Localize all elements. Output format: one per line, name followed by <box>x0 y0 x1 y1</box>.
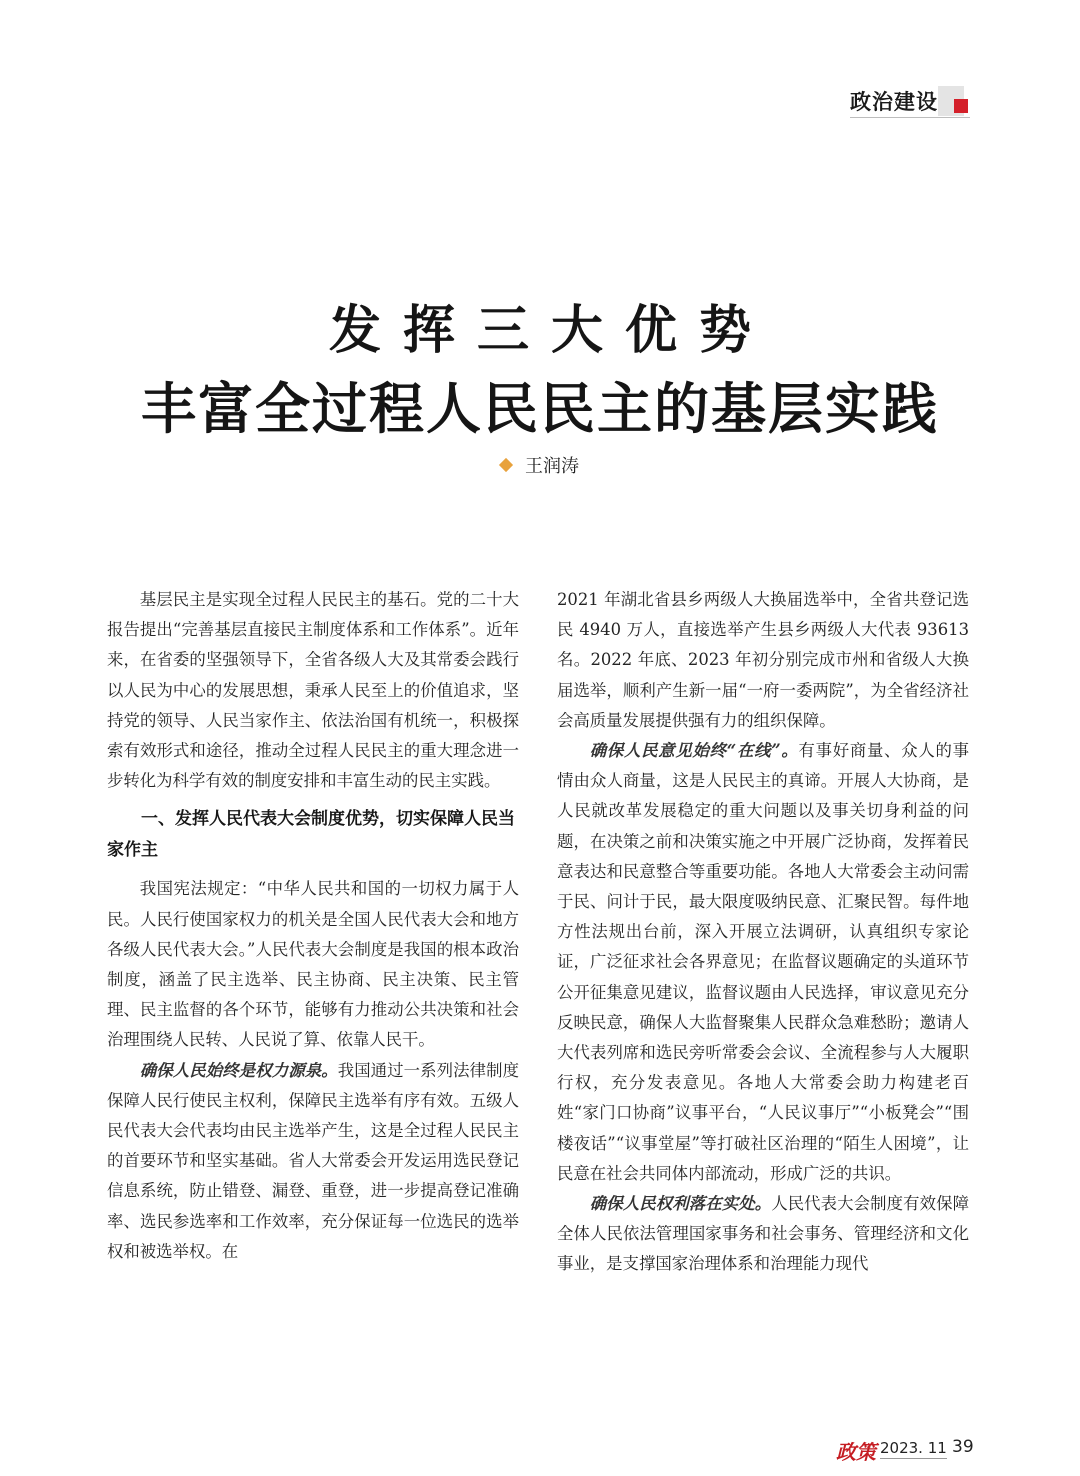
section-label: 政治建设 <box>850 90 938 114</box>
paragraph <box>557 736 969 1189</box>
issue-date: 2023. 11 <box>880 1439 947 1457</box>
magazine-logo: 政策 <box>836 1440 876 1464</box>
paragraph: 我国宪法规定：“中华人民共和国的一切权力属于人民。人民行使国家权力的机关是全国人民代表大会和地方各级人民代表大会。”人民代表大会制度是我国的根本政治制度，涵盖了民主选举、民主协商、民主决策、民主管理、民主监督的各个环节，能够有力推动公共决策和社会治理围绕人民转、人民说了算、依靠人民干。 <box>107 879 519 1050</box>
section-heading: 一、发挥人民代表大会制度优势，切实保障人民当家作主 <box>107 809 515 861</box>
paragraph <box>557 1189 969 1280</box>
paragraph: 基层民主是实现全过程人民民主的基石。党的二十大报告提出“完善基层直接民主制度体系和工作体系”。近年来，在省委的坚强领导下，全省各级人大及其常委会践行以人民为中心的发展思想，秉承人民至上的价值追求，坚持党的领导、人民当家作主、依法治国有机统一，积极探索有效形式和途径，推动全过程人民民主的重大理念进一步转化为科学有效的制度安排和丰富生动的民主实践。 <box>107 590 519 791</box>
diamond-icon <box>499 458 513 472</box>
paragraph: 2021 年湖北省县乡两级人大换届选举中，全省共登记选民 4940 万人，直接选举产生县乡两级人大代表 93613 名。2022 年底、2023 年初分别完成市州和省级人大换届选举，顺利产生新一届“一府一委两院”，为全省经济社会高质量发展提供强有力的组织保障。 <box>557 590 969 730</box>
section-red-square-icon <box>954 99 968 113</box>
paragraph-lead: 确保人民始终是权力源泉。 <box>139 1060 338 1080</box>
author-byline <box>0 452 1080 478</box>
paragraph-body: 我国通过一系列法律制度保障人民行使民主权利，保障民主选举有序有效。五级人民代表大会代表均由民主选举产生，这是全过程人民民主的首要环节和坚实基础。省人大常委会开发运用选民登记信息系统，防止错登、漏登、重登，进一步提高登记准确率、选民参选率和工作效率，充分保证每一位选民的选举权和被选举权。在 <box>107 1060 520 1261</box>
article-title-line2: 丰富全过程人民民主的基层实践 <box>140 376 939 441</box>
article-title-line1: 发挥三大优势 <box>328 300 773 361</box>
paragraph-body: 有事好商量、众人的事情由众人商量，这是人民民主的真谛。开展人大协商，是人民就改革发展稳定的重大问题以及事关切身利益的问题，在决策之前和决策实施之中开展广泛协商，发挥着民意表达和民意整合等重要功能。各地人大常委会主动问需于民、问计于民，最大限度吸纳民意、汇聚民智。每件地方性法规出台前，深入开展立法调研，认真组织专家论证，广泛征求社会各界意见；在监督议题确定的头道环节公开征集意见建议，监督议题由人民选择，审议意见充分反映民意，确保人大监督聚集人民群众急难愁盼；邀请人大代表列席和选民旁听常委会会议、全流程参与人大履职行权，充分发表意见。各地人大常委会助力构建老百姓“家门口协商”议事平台，“人民议事厅”“小板凳会”“围楼夜话”“议事堂屋”等打破社区治理的“陌生人困境”，让民意在社会共同体内部流动，形成广泛的共识。 <box>557 741 970 1183</box>
page-footer <box>836 1436 976 1466</box>
paragraph-lead: 确保人民权利落在实处。 <box>589 1194 772 1214</box>
page-number: 39 <box>952 1437 974 1457</box>
author-name: 王润涛 <box>525 456 579 477</box>
section-header <box>850 86 970 118</box>
paragraph-body: 人民代表大会制度有效保障全体人民依法管理国家事务和社会事务、管理经济和文化事业，是支撑国家治理体系和治理能力现代 <box>557 1194 969 1274</box>
paragraph-lead: 确保人民意见始终“在线”。 <box>589 741 799 761</box>
left-column <box>107 585 519 1267</box>
paragraph <box>107 1056 519 1267</box>
right-column <box>557 585 969 1280</box>
